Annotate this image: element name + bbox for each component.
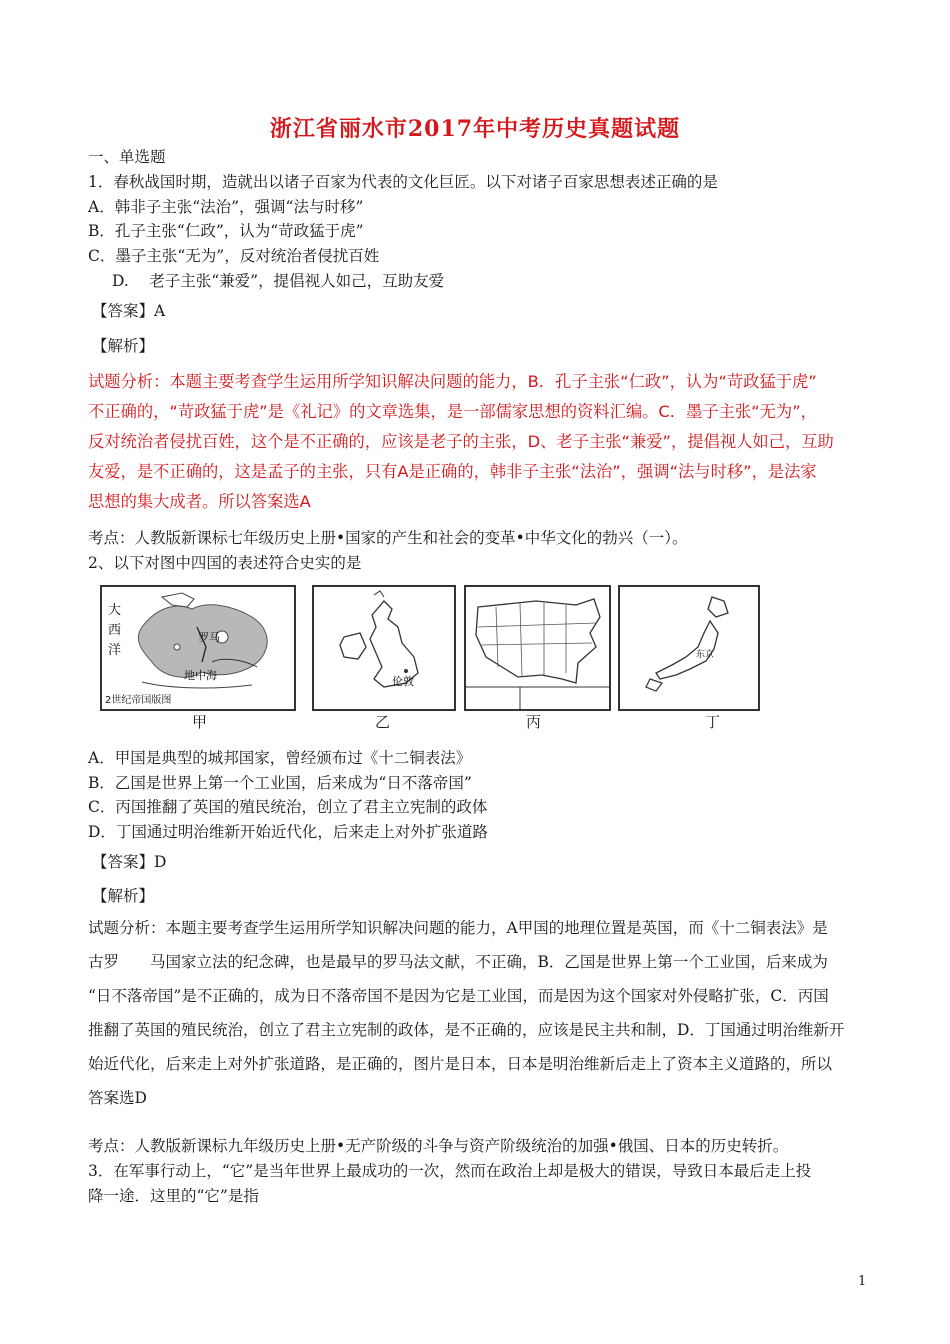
q3-stem-line: 3．在军事行动上，“它”是当年世界上最成功的一次，然而在政治上却是极大的错误，导致日本最后走上投 (88, 1162, 812, 1180)
q1-option-a: A．韩非子主张“法治”，强调“法与时移” (88, 198, 364, 216)
map-caption: 乙 (375, 713, 391, 731)
q2-analysis-line: 始近代化，后来走上对外扩张道路，是正确的，图片是日本，日本是明治维新后走上了资本主义道路的，所以 (88, 1055, 833, 1073)
q2-stem: 2、以下对图中四国的表述符合史实的是 (88, 554, 362, 572)
map-jia (100, 585, 296, 711)
q1-analysis-line: 试题分析：本题主要考查学生运用所学知识解决问题的能力，B．孔子主张“仁政”，认为“苛政猛于虎” (88, 372, 817, 391)
page-number: 1 (858, 1274, 867, 1289)
map-yi-drawing (314, 587, 454, 709)
map-jia-label: 地中海 (184, 669, 217, 682)
q2-option-b: B．乙国是世界上第一个工业国，后来成为“日不落帝国” (88, 774, 472, 792)
map-ding-drawing (620, 587, 758, 709)
map-yi (312, 585, 456, 711)
map-jia-label: 洋 (108, 643, 122, 658)
q2-analysis-line: 答案选D (88, 1089, 147, 1107)
q1-option-b: B．孔子主张“仁政”，认为“苛政猛于虎” (88, 222, 364, 240)
q2-analysis-line: 推翻了英国的殖民统治，创立了君主立宪制的政体，是不正确的，应该是民主共和制，D．丁国通过明治维新开 (88, 1021, 845, 1039)
q2-analysis-line: “日不落帝国”是不正确的，成为日不落帝国不是因为它是工业国，而是因为这个国家对外侵略扩张，C．丙国 (88, 987, 829, 1005)
q1-kaodian: 考点：人教版新课标七年级历史上册•国家的产生和社会的变革•中华文化的勃兴（一）。 (88, 529, 688, 547)
map-caption: 甲 (192, 713, 208, 731)
map-bing-drawing (466, 587, 609, 709)
maps-figure (100, 585, 721, 731)
map-jia-label: 西 (108, 623, 122, 638)
q2-option-a: A．甲国是典型的城邦国家，曾经颁布过《十二铜表法》 (88, 749, 472, 767)
map-caption: 丙 (526, 713, 542, 731)
q2-option-d: D．丁国通过明治维新开始近代化，后来走上对外扩张道路 (88, 823, 488, 841)
map-ding (618, 585, 760, 711)
q1-answer: 【答案】A (92, 302, 166, 320)
q1-stem: 1．春秋战国时期，造就出以诸子百家为代表的文化巨匠。以下对诸子百家思想表述正确的是 (88, 173, 718, 191)
q1-analysis-line: 不正确的，“苛政猛于虎”是《礼记》的文章选集，是一部儒家思想的资料汇编。C．墨子主张“无为”， (88, 402, 817, 421)
q1-option-d: D. 老子主张“兼爱”，提倡视人如己，互助友爱 (112, 272, 445, 290)
map-caption: 丁 (705, 713, 721, 731)
q1-analysis-line: 友爱，是不正确的，这是孟子的主张，只有A是正确的，韩非子主张“法治”，强调“法与时移”，是法家 (88, 462, 817, 481)
map-bing (464, 585, 611, 711)
map-jia-label: 大 (108, 603, 122, 618)
q2-analysis-label: 【解析】 (92, 887, 155, 905)
q2-option-c: C．丙国推翻了英国的殖民统治，创立了君主立宪制的政体 (88, 798, 488, 816)
q2-analysis-line: 试题分析：本题主要考查学生运用所学知识解决问题的能力，A甲国的地理位置是英国，而《十二铜表法》是 (88, 919, 828, 937)
map-yi-label: 伦敦 (392, 675, 414, 688)
map-jia-label: 罗马 (198, 631, 220, 644)
page-title: 浙江省丽水市2017年中考历史真题试题 (269, 116, 681, 142)
q2-kaodian: 考点：人教版新课标九年级历史上册•无产阶级的斗争与资产阶级统治的加强•俄国、日本的历史转折。 (88, 1137, 789, 1155)
q1-option-c: C．墨子主张“无为”，反对统治者侵扰百姓 (88, 247, 380, 265)
q1-analysis-line: 反对统治者侵扰百姓，这个是不正确的，应该是老子的主张，D、老子主张“兼爱”，提倡视人如己，互助 (88, 432, 834, 451)
q1-analysis-line: 思想的集大成者。所以答案选A (88, 492, 311, 511)
q2-analysis (88, 911, 844, 1115)
q1-analysis (88, 367, 872, 517)
q2-answer: 【答案】D (92, 853, 167, 871)
q3-stem-line: 降一途．这里的“它”是指 (88, 1187, 259, 1205)
map-jia-label: 2世纪帝国版图 (105, 695, 172, 706)
q1-analysis-label: 【解析】 (92, 337, 155, 355)
section-heading: 一、单选题 (88, 148, 166, 166)
map-ding-label: 东京 (696, 650, 715, 660)
q2-analysis-line: 古罗 马国家立法的纪念碑，也是最早的罗马法文献，不正确，B．乙国是世界上第一个工业国，后来成为 (88, 953, 828, 971)
